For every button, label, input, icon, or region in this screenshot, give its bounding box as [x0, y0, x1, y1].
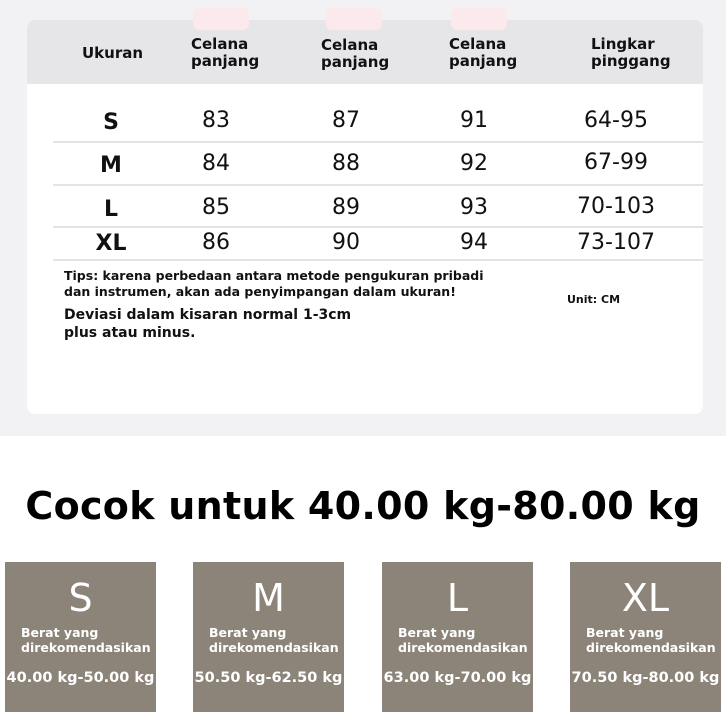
weight-fit-headline: Cocok untuk 40.00 kg-80.00 kg: [25, 484, 701, 528]
row-divider: [53, 184, 703, 186]
size-letter: XL: [621, 576, 670, 620]
table-cell-size: XL: [95, 231, 127, 256]
recommended-label: Berat yang direkomendasikan: [398, 625, 528, 655]
table-cell: 88: [332, 151, 360, 176]
table-cell: 84: [202, 151, 230, 176]
header-lingkar-pinggang: Lingkar pinggang: [591, 35, 671, 70]
table-cell: 91: [460, 108, 488, 133]
size-table-card: [27, 20, 703, 414]
weight-range: 63.00 kg-70.00 kg: [383, 670, 532, 686]
table-cell-size: S: [103, 110, 119, 135]
decorative-mark: [193, 8, 249, 30]
recommended-label: Berat yang direkomendasikan: [586, 625, 716, 655]
size-card-m: [193, 562, 344, 712]
size-card-s: [5, 562, 156, 712]
recommended-label: Berat yang direkomendasikan: [209, 625, 339, 655]
table-cell: 85: [202, 195, 230, 220]
row-divider: [53, 259, 703, 261]
size-letter: S: [68, 576, 93, 620]
size-card-l: [382, 562, 533, 712]
table-cell: 89: [332, 195, 360, 220]
decorative-mark: [451, 8, 507, 30]
header-ukuran: Ukuran: [82, 44, 144, 62]
deviation-note: Deviasi dalam kisaran normal 1-3cm plus atau minus.: [64, 307, 352, 341]
measurement-tips: Tips: karena perbedaan antara metode pengukuran pribadi dan instrumen, akan ada penyimpangan dalam ukuran!: [64, 268, 484, 299]
size-card-xl: [570, 562, 721, 712]
weight-range: 50.50 kg-62.50 kg: [194, 670, 343, 686]
decorative-mark: [326, 8, 382, 30]
weight-range: 40.00 kg-50.00 kg: [6, 670, 155, 686]
row-divider: [53, 141, 703, 143]
table-cell: 92: [460, 151, 488, 176]
header-celana-panjang-3: Celana panjang: [449, 35, 518, 70]
table-cell: 83: [202, 108, 230, 133]
table-cell: 90: [332, 230, 360, 255]
table-cell: 93: [460, 195, 488, 220]
table-cell-size: M: [100, 153, 122, 178]
unit-label: Unit: CM: [567, 293, 621, 306]
size-letter: L: [446, 576, 469, 620]
table-cell-waist: 64-95: [584, 108, 648, 133]
header-celana-panjang-1: Celana panjang: [191, 35, 260, 70]
table-cell: 86: [202, 230, 230, 255]
size-letter: M: [252, 576, 285, 620]
table-cell-waist: 70-103: [577, 194, 655, 219]
row-divider: [53, 226, 703, 228]
header-celana-panjang-2: Celana panjang: [321, 36, 390, 71]
weight-range: 70.50 kg-80.00 kg: [571, 670, 720, 686]
table-cell-size: L: [103, 197, 119, 222]
recommended-label: Berat yang direkomendasikan: [21, 625, 151, 655]
table-cell: 87: [332, 108, 360, 133]
table-cell-waist: 67-99: [584, 150, 648, 175]
table-cell: 94: [460, 230, 488, 255]
table-cell-waist: 73-107: [577, 230, 655, 255]
